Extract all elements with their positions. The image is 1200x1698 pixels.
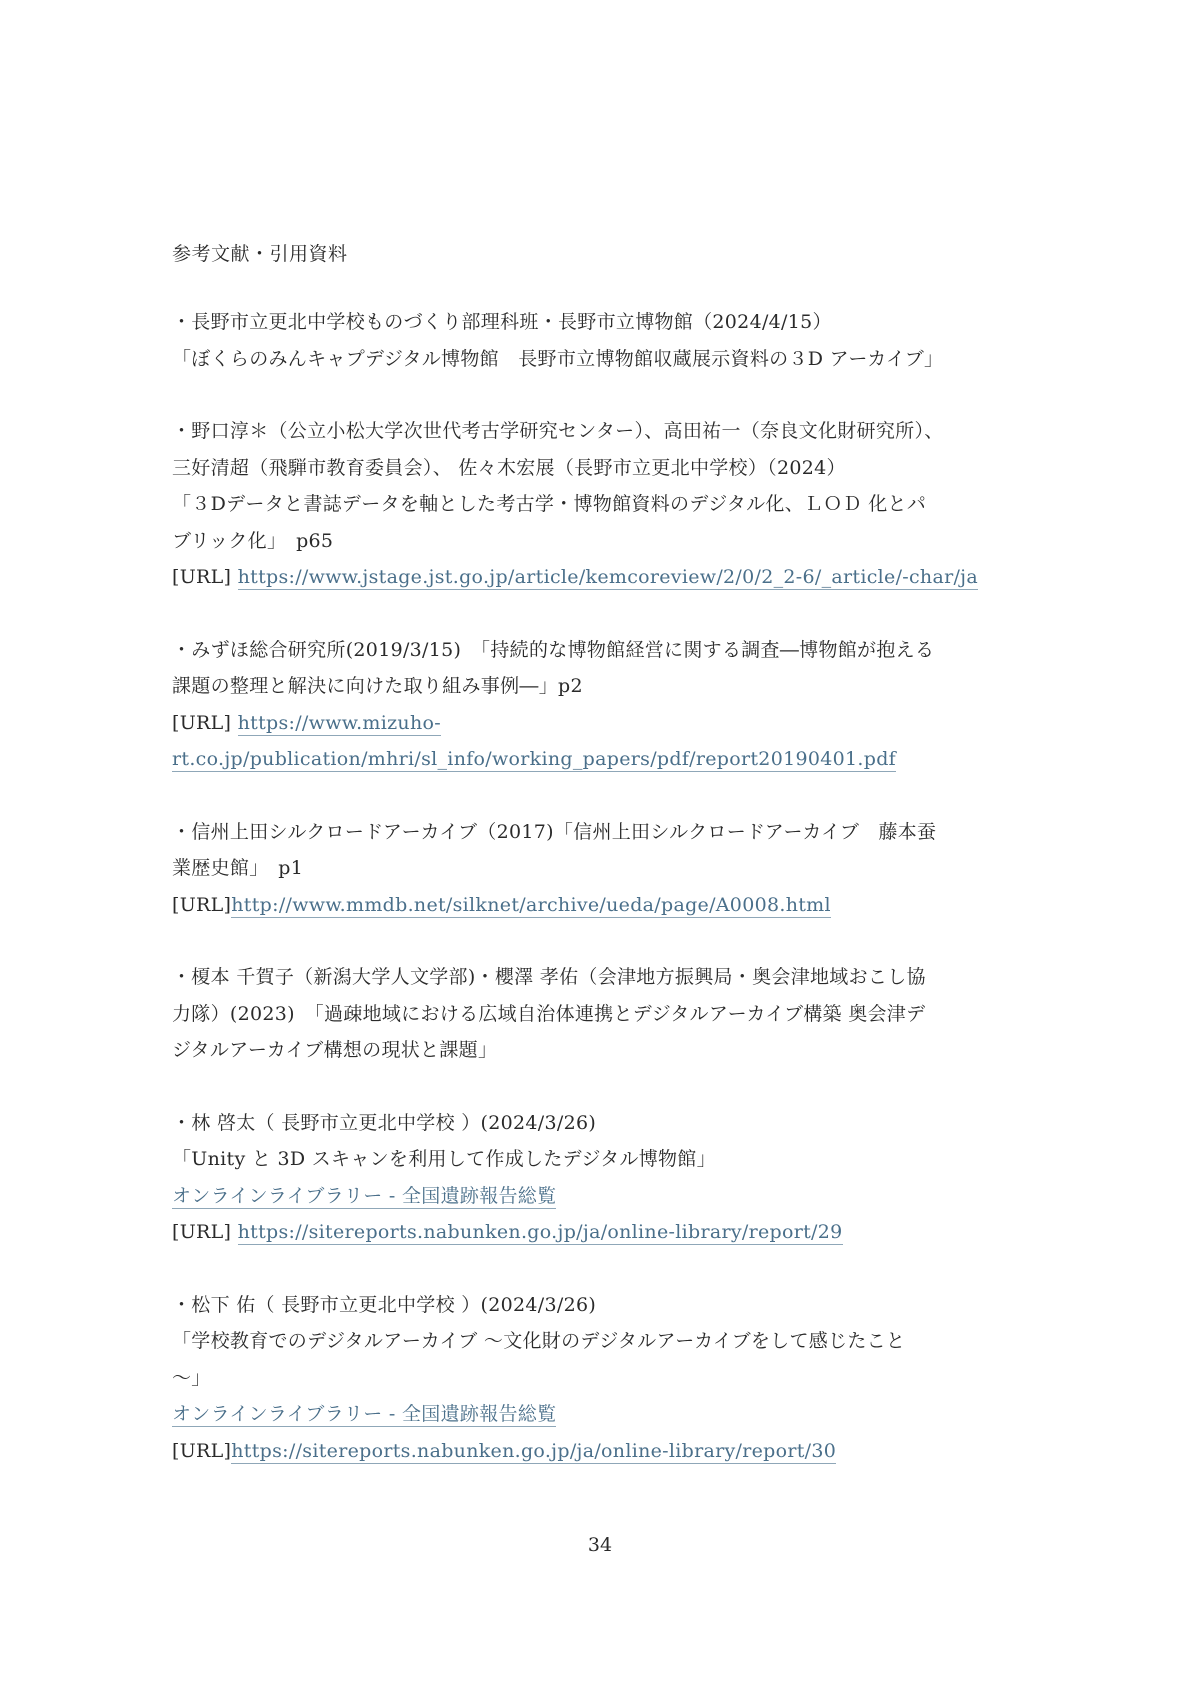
reference-line: ・みずほ総合研究所(2019/3/15) 「持続的な博物館経営に関する調査―博物館が抱える bbox=[172, 638, 935, 661]
url-label: [URL] bbox=[172, 1439, 232, 1462]
url-label: [URL] bbox=[172, 566, 238, 588]
document-body bbox=[172, 236, 1032, 1505]
reference-url-link[interactable]: https://sitereports.nabunken.go.jp/ja/online-library/report/29 bbox=[237, 1221, 843, 1243]
url-label: [URL] bbox=[172, 711, 238, 734]
reference-line: ・林 啓太（ 長野市立更北中学校 ）(2024/3/26) bbox=[172, 1111, 597, 1134]
page-number: 34 bbox=[587, 1534, 613, 1556]
reference-url-link[interactable]: https://www.mizuho- bbox=[237, 711, 441, 734]
reference-line: 「Unity と 3D スキャンを利用して作成したデジタル博物館」 bbox=[172, 1148, 716, 1170]
library-link-line bbox=[172, 1178, 1032, 1215]
url-line-continued bbox=[172, 741, 1032, 778]
reference-line: ～」 bbox=[172, 1366, 211, 1389]
reference-entry bbox=[172, 413, 1032, 596]
url-line bbox=[172, 887, 1032, 924]
reference-url-link[interactable]: http://www.mmdb.net/silknet/archive/ueda/page/A0008.html bbox=[231, 893, 831, 916]
url-line bbox=[172, 559, 1032, 596]
reference-entry bbox=[172, 304, 1032, 377]
online-library-link[interactable]: オンラインライブラリー - 全国遺跡報告総覧 bbox=[172, 1403, 557, 1425]
reference-entry bbox=[172, 814, 1032, 924]
reference-line: ・榎本 千賀子（新潟大学人文学部)・櫻澤 孝佑（会津地方振興局・奥会津地域おこし協 bbox=[172, 966, 926, 988]
url-line bbox=[172, 705, 1032, 742]
reference-line: ・信州上田シルクロードアーカイブ（2017)「信州上田シルクロードアーカイブ 藤本蚕 bbox=[172, 820, 937, 843]
reference-line: ・松下 佑（ 長野市立更北中学校 ）(2024/3/26) bbox=[172, 1293, 597, 1316]
reference-entry bbox=[172, 632, 1032, 778]
reference-line: 業歴史館」 p1 bbox=[172, 857, 304, 879]
reference-url-link[interactable]: https://sitereports.nabunken.go.jp/ja/online-library/report/30 bbox=[231, 1439, 837, 1462]
reference-entry bbox=[172, 959, 1032, 1069]
online-library-link[interactable]: オンラインライブラリー - 全国遺跡報告総覧 bbox=[172, 1184, 557, 1207]
reference-entry bbox=[172, 1105, 1032, 1251]
reference-url-link[interactable]: rt.co.jp/publication/mhri/sl_info/working_papers/pdf/report20190401.pdf bbox=[172, 748, 897, 770]
reference-url-link[interactable]: https://www.jstage.jst.go.jp/article/kemcoreview/2/0/2_2-6/_article/-char/ja bbox=[237, 566, 979, 588]
url-label: [URL] bbox=[172, 893, 232, 916]
url-line bbox=[172, 1214, 1032, 1251]
reference-line: 力隊）(2023) 「過疎地域における広域自治体連携とデジタルアーカイブ構築 奥会津デ bbox=[172, 1002, 926, 1025]
reference-line: 「ぼくらのみんキャプデジタル博物館 長野市立博物館収蔵展示資料の３D アーカイブ」 bbox=[172, 347, 944, 370]
section-heading: 参考文献・引用資料 bbox=[172, 243, 348, 265]
reference-line: ブリック化」 p65 bbox=[172, 529, 334, 552]
library-link-line bbox=[172, 1396, 1032, 1433]
reference-line: ジタルアーカイブ構想の現状と課題」 bbox=[172, 1039, 498, 1061]
reference-line: ・野口淳＊（公立小松大学次世代考古学研究センター）、高田祐一（奈良文化財研究所）、 bbox=[172, 420, 944, 442]
reference-line: 課題の整理と解決に向けた取り組み事例―」p2 bbox=[172, 675, 583, 697]
reference-entry bbox=[172, 1287, 1032, 1470]
url-line bbox=[172, 1433, 1032, 1470]
reference-line: 三好清超（飛騨市教育委員会）、 佐々木宏展（長野市立更北中学校）（2024） bbox=[172, 456, 846, 479]
url-label: [URL] bbox=[172, 1221, 238, 1243]
reference-line: ・長野市立更北中学校ものづくり部理科班・長野市立博物館（2024/4/15） bbox=[172, 311, 832, 333]
reference-line: 「３Dデータと書誌データを軸とした考古学・博物館資料のデジタル化、ＬＯＤ 化とパ bbox=[172, 493, 927, 515]
reference-line: 「学校教育でのデジタルアーカイブ ～文化財のデジタルアーカイブをして感じたこと bbox=[172, 1330, 906, 1352]
